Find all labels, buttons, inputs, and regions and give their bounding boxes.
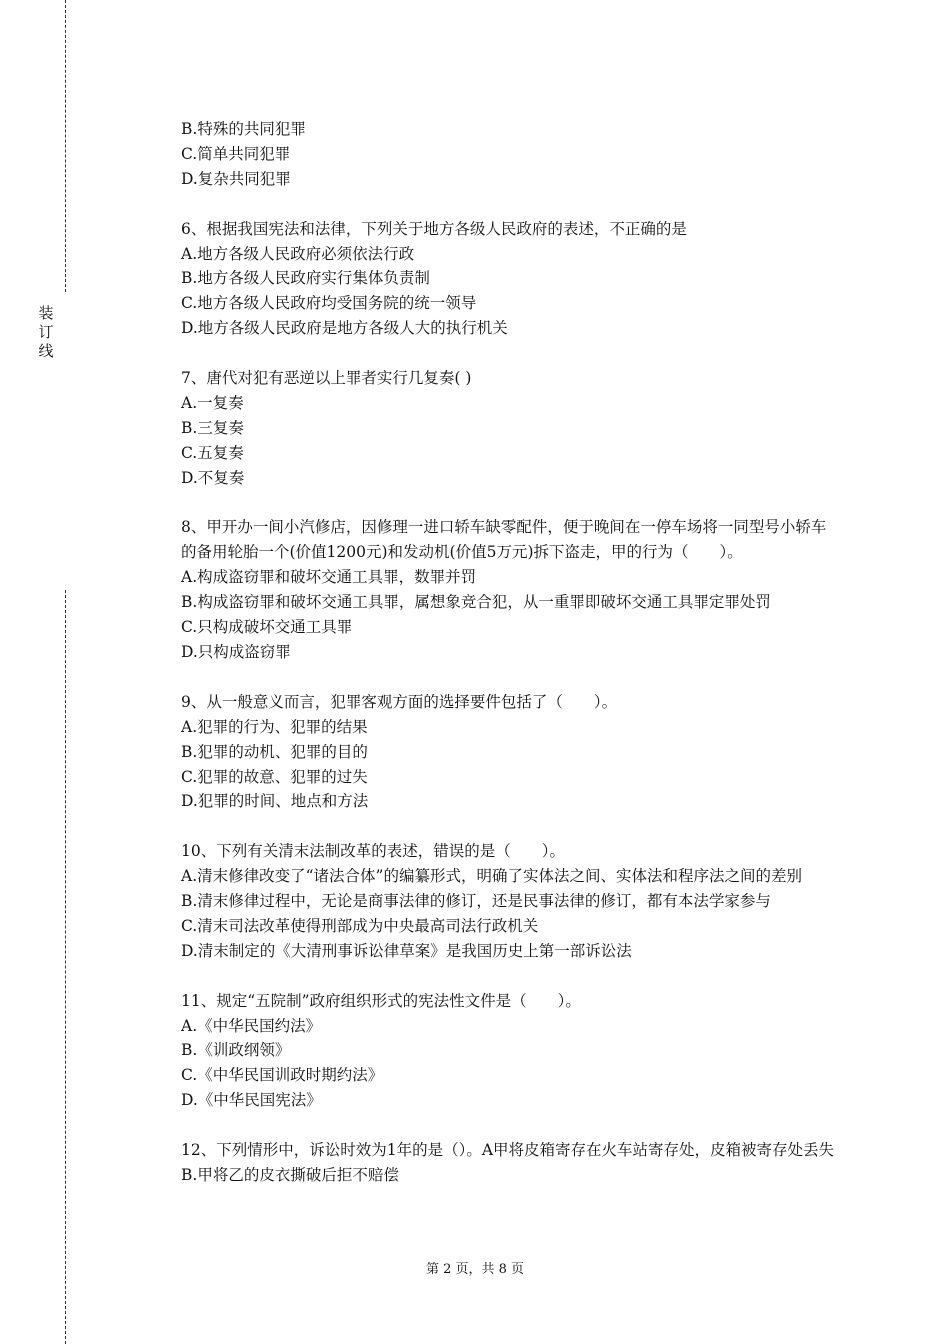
option: C.《中华民国训政时期约法》: [181, 1066, 384, 1085]
option: B.犯罪的动机、犯罪的目的: [181, 742, 368, 761]
option: B.清末修律过程中，无论是商事法律的修订，还是民事法律的修订，都有本法学家参与: [181, 892, 771, 911]
option: B.甲将乙的皮衣撕破后拒不赔偿: [181, 1165, 399, 1184]
option: D.地方各级人民政府是地方各级人大的执行机关: [181, 319, 508, 338]
option: A.《中华民国约法》: [181, 1016, 322, 1035]
question-11: [181, 989, 841, 1114]
question-6: [181, 217, 841, 342]
binding-label: [38, 304, 54, 361]
option: B.地方各级人民政府实行集体负责制: [181, 269, 430, 288]
question-stem: 10、下列有关清末法制改革的表述，错误的是（ ）。: [181, 842, 565, 861]
option: C.五复奏: [181, 443, 244, 462]
option: D.只构成盗窃罪: [181, 642, 291, 661]
question-stem: 7、唐代对犯有恶逆以上罪者实行几复奏( ): [181, 369, 472, 388]
question-5: [181, 117, 841, 192]
option: A.清末修律改变了“诸法合体”的编纂形式，明确了实体法之间、实体法和程序法之间的差别: [181, 867, 802, 886]
option: D.复杂共同犯罪: [181, 169, 291, 188]
page-footer: 第 2 页，共 8 页: [425, 1262, 525, 1277]
question-12: [181, 1138, 841, 1188]
option: A.地方各级人民政府必须依法行政: [181, 244, 415, 263]
option: D.清末制定的《大清刑事诉讼律草案》是我国历史上第一部诉讼法: [181, 941, 632, 960]
option: A.一复奏: [181, 393, 244, 412]
question-list: [181, 117, 841, 1188]
option: A.构成盗窃罪和破坏交通工具罪，数罪并罚: [181, 568, 477, 587]
option: B.构成盗窃罪和破坏交通工具罪，属想象竞合犯，从一重罪即破坏交通工具罪定罪处罚: [181, 593, 771, 612]
option: D.《中华民国宪法》: [181, 1091, 322, 1110]
binding-char: 订: [38, 323, 54, 341]
option: D.不复奏: [181, 468, 245, 487]
option: B.特殊的共同犯罪: [181, 120, 306, 138]
option: C.犯罪的故意、犯罪的过失: [181, 767, 368, 786]
option: A.犯罪的行为、犯罪的结果: [181, 717, 368, 736]
option: C.清末司法改革使得刑部成为中央最高司法行政机关: [181, 916, 539, 935]
binding-char: 线: [38, 342, 54, 360]
option: C.地方各级人民政府均受国务院的统一领导: [181, 294, 477, 313]
binding-char: 装: [38, 304, 54, 322]
option: C.简单共同犯罪: [181, 144, 291, 163]
question-9: [181, 690, 841, 815]
option: D.犯罪的时间、地点和方法: [181, 792, 369, 811]
option: B.三复奏: [181, 418, 244, 437]
question-stem: 8、甲开办一间小汽修店，因修理一进口轿车缺零配件，便于晚间在一停车场将一同型号小轿车的备用轮胎一个(价值1200元)和发动机(价值5万元)拆下盗走，甲的行为（ ）。: [181, 518, 827, 562]
question-7: [181, 366, 841, 491]
question-stem: 6、根据我国宪法和法律，下列关于地方各级人民政府的表述，不正确的是: [181, 219, 687, 238]
question-10: [181, 839, 841, 964]
question-stem: 9、从一般意义而言，犯罪客观方面的选择要件包括了（ ）。: [181, 692, 618, 711]
question-stem: 11、规定“五院制”政府组织形式的宪法性文件是（ ）。: [181, 991, 581, 1010]
question-stem: 12、下列情形中，诉讼时效为1年的是（）。A甲将皮箱寄存在火车站寄存处，皮箱被寄存处丢失: [181, 1141, 835, 1160]
question-8: [181, 515, 841, 664]
option: B.《训政纲领》: [181, 1041, 291, 1060]
binding-dashed-line-top: [65, 0, 66, 292]
binding-dashed-line-bottom: [65, 590, 66, 1344]
option: C.只构成破坏交通工具罪: [181, 618, 353, 637]
